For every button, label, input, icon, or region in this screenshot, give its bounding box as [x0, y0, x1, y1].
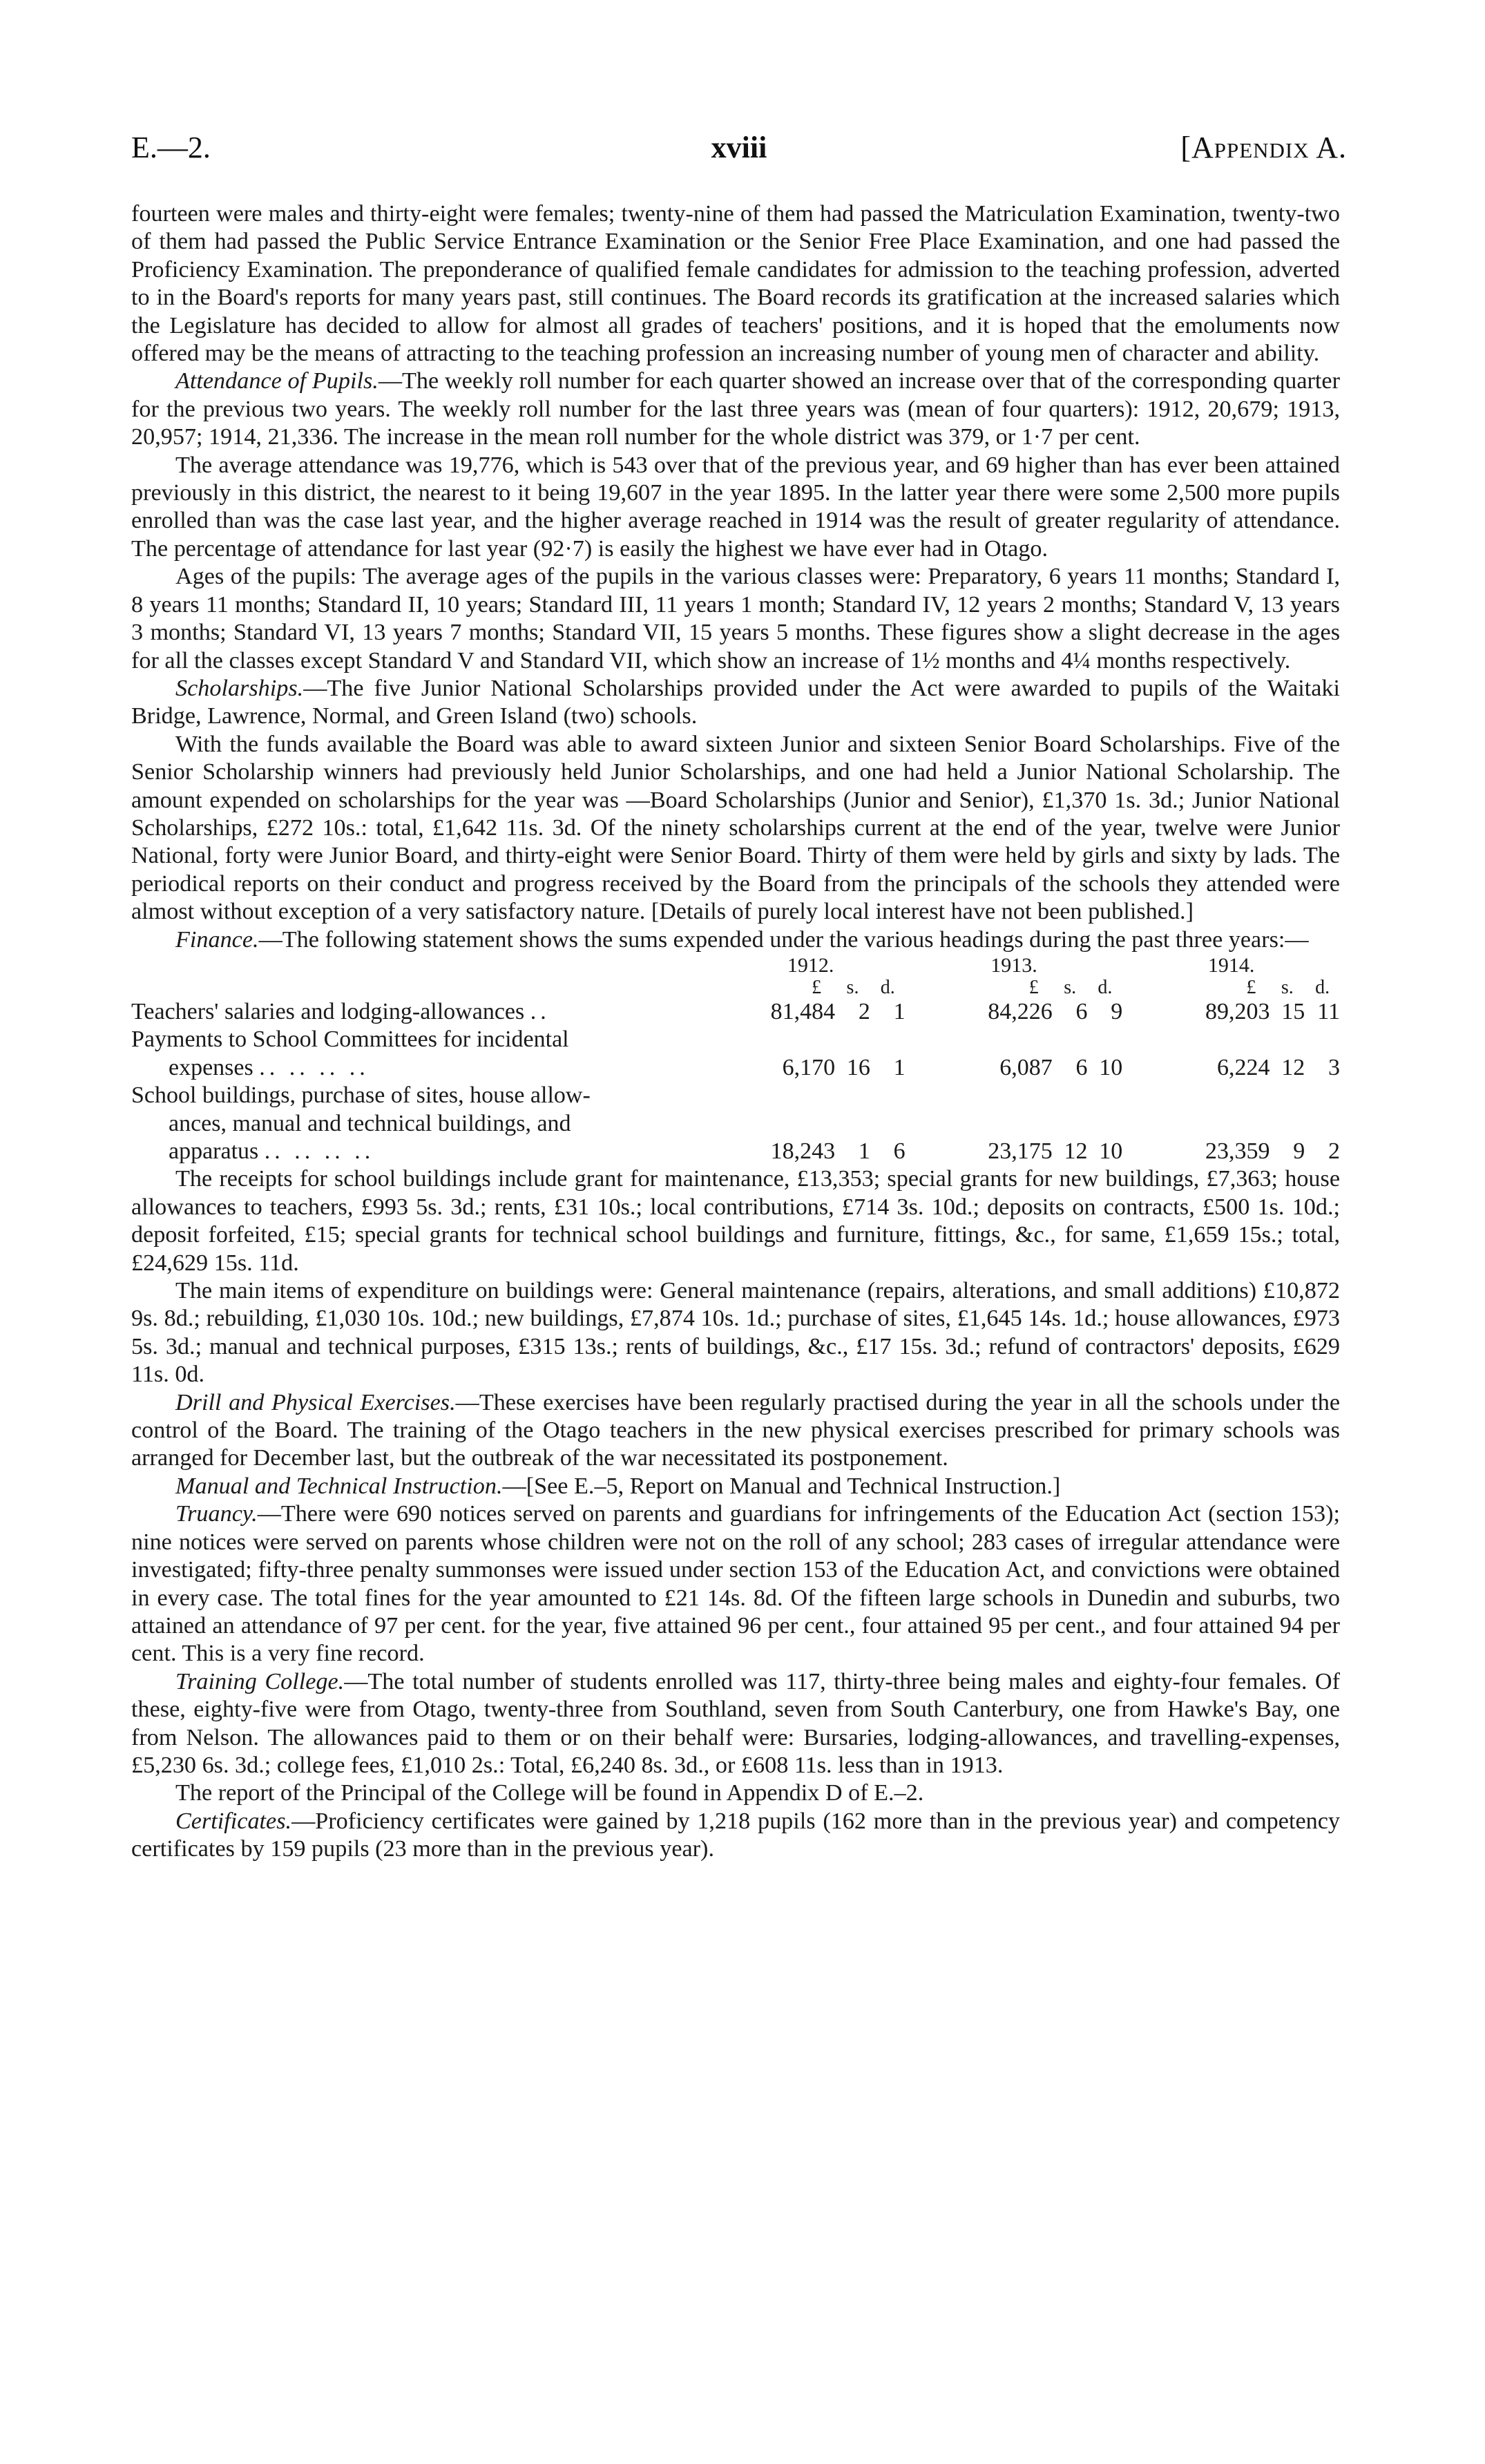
amount-shillings: 15: [1281, 998, 1305, 1024]
paragraph-finance: [131, 926, 1340, 954]
amount-pounds: 89,203: [1205, 998, 1270, 1024]
paragraph-principal-report: The report of the Principal of the College will be found in Appendix D of E.–2.: [175, 1780, 924, 1806]
unit-label: d.: [1315, 976, 1330, 998]
amount-pence: 10: [1099, 1054, 1123, 1080]
paragraph-teachers: fourteen were males and thirty-eight were females; twenty-nine of them had passed the Matriculation Examination, twenty-two of them had passed the Public Service Entrance Examination or the Senior Free Place Examination, and one had passed the Proficiency Examination. The preponderance of qualified female candidates for admission to the teaching profession, adverted to in the Board's reports for many years past, still continues. The Board records its gratification at the increased salaries which the Legislature has decided to allow for almost all grades of teachers' positions, and it is hoped that the emoluments now offered may be the means of attracting to the teaching profession an increasing number of young men of character and ability.: [131, 201, 1340, 367]
amount-pence: 11: [1317, 998, 1340, 1024]
section-heading: Attendance of Pupils.: [175, 368, 379, 394]
year-header: 1914.: [1207, 953, 1255, 977]
section-heading: Truancy.: [175, 1501, 258, 1527]
amount-shillings: 2: [858, 998, 870, 1024]
amount-shillings: 9: [1293, 1138, 1305, 1164]
paragraph-text: —There were 690 notices served on parents and guardians for infringements of the Education Act (section 153); nine notices were served on parents whose children were not on the roll of any school; 283 cases of irregular attendance were investigated; fifty-three penalty summonses were issued under section 153 of the Education Act, and convictions were obtained in every case. The total fines for the year amounted to £21 14s. 8d. Of the fifteen large schools in Dunedin and suburbs, two attained an attendance of 97 per cent. for the year, five attained 96 per cent., four attained 95 per cent., and four attained 94 per cent. This is a very fine record.: [131, 1501, 1340, 1667]
table-row: [131, 1082, 1340, 1109]
row-label: ances, manual and technical buildings, and: [169, 1110, 571, 1136]
paragraph-manual: [131, 1473, 1340, 1500]
paragraph-receipts: The receipts for school buildings include grant for maintenance, £13,353; special grants for new buildings, £7,363; house allowances to teachers, £993 5s. 3d.; rents, £31 10s.; local contributions, £714 3s. 10d.; deposits on contracts, £500 1s. 10d.; deposit forfeited, £15; special grants for technical school buildings and furniture, fittings, &c., for same, £1,659 15s.; total, £24,629 15s. 11d.: [131, 1166, 1340, 1276]
unit-label: d.: [1098, 976, 1113, 998]
amount-pounds: 23,359: [1205, 1138, 1270, 1164]
table-row: [131, 1026, 1340, 1053]
row-label: School buildings, purchase of sites, house allow-: [131, 1082, 591, 1109]
section-heading: Drill and Physical Exercises.: [175, 1389, 456, 1415]
amount-shillings: 6: [1075, 1054, 1088, 1080]
amount-shillings: 16: [846, 1054, 870, 1080]
table-row: [131, 998, 1340, 1026]
document-body: [131, 200, 1340, 1864]
amount-pounds: 6,224: [1216, 1054, 1270, 1080]
paragraph-training-college: [131, 1668, 1340, 1780]
paragraph-text: —The following statement shows the sums expended under the various headings during the past three years:—: [258, 926, 1309, 953]
paragraph-expenditure: The main items of expenditure on buildings were: General maintenance (repairs, alterations, and small additions) £10,872 9s. 8d.; rebuilding, £1,030 10s. 10d.; new buildings, £7,874 10s. 1d.; purchase of sites, £1,645 14s. 1d.; house allowances, £973 5s. 3d.; manual and technical purposes, £315 13s.; rents of buildings, &c., £17 15s. 3d.; refund of contractors' deposits, £629 11s. 0d.: [131, 1278, 1340, 1388]
finance-table: [131, 954, 1340, 1165]
amount-pence: 1: [893, 1054, 906, 1080]
paragraph-text: —[See E.–5, Report on Manual and Technical Instruction.]: [502, 1473, 1061, 1499]
amount-pounds: 81,484: [770, 998, 836, 1024]
amount-pounds: 6,170: [782, 1054, 836, 1080]
paragraph-text: —These exercises have been regularly practised during the year in all the schools under the control of the Board. The training of the Otago teachers in the new physical exercises prescribed for primary schools was arranged for December last, but the outbreak of the war necessitated its postponement.: [131, 1389, 1340, 1471]
page-header: [131, 130, 1347, 171]
section-heading: Scholarships.: [175, 675, 304, 701]
paragraph-truancy: [131, 1500, 1340, 1668]
amount-pounds: 84,226: [988, 998, 1053, 1024]
unit-label: £: [812, 976, 822, 998]
unit-label: s.: [1281, 976, 1294, 998]
year-header: 1912.: [787, 953, 834, 977]
row-label: apparatus .. .. .. ..: [169, 1138, 375, 1164]
paragraph-text: —The five Junior National Scholarships provided under the Act were awarded to pupils of the Waitaki Bridge, Lawrence, Normal, and Green Island (two) schools.: [131, 675, 1340, 729]
amount-shillings: 1: [858, 1138, 870, 1164]
section-heading: Manual and Technical Instruction.: [175, 1473, 503, 1499]
amount-pounds: 23,175: [988, 1138, 1053, 1164]
paragraph-certificates: [131, 1808, 1340, 1864]
amount-pence: 1: [893, 998, 906, 1024]
section-heading: Training College.: [175, 1668, 345, 1694]
unit-label: d.: [880, 976, 895, 998]
year-header: 1913.: [990, 953, 1037, 977]
document-code: E.—2.: [131, 131, 211, 164]
section-heading: Finance.: [175, 926, 259, 953]
amount-shillings: 12: [1064, 1138, 1088, 1164]
amount-pence: 10: [1099, 1138, 1123, 1164]
table-row: [131, 1054, 1340, 1082]
section-heading: Certificates.: [175, 1808, 292, 1834]
amount-pence: 9: [1111, 998, 1123, 1024]
amount-shillings: 6: [1075, 998, 1088, 1024]
unit-label: £: [1028, 976, 1039, 998]
paragraph-drill: [131, 1389, 1340, 1473]
amount-shillings: 12: [1281, 1054, 1305, 1080]
paragraph-board-scholarships: With the funds available the Board was able to award sixteen Junior and sixteen Senior Board Scholarships. Five of the Senior Scholarship winners had previously held Junior Scholarships, and one had held a Junior National Scholarship. The amount expended on scholarships for the year was —Board Scholarships (Junior and Senior), £1,370 1s. 3d.; Junior National Scholarships, £272 10s.: total, £1,642 11s. 3d. Of the ninety scholarships current at the end of the year, twelve were Junior National, forty were Junior Board, and thirty-eight were Senior Board. Thirty of them were held by girls and sixty by lads. The periodical reports on their conduct and progress received by the Board from the principals of the schools they attended were almost without exception of a very satisfactory nature. [Details of purely local interest have not been published.]: [131, 731, 1340, 925]
paragraph-text: —The weekly roll number for each quarter showed an increase over that of the corresponding quarter for the previous two years. The weekly roll number for the last three years was (mean of four quarters): 1912, 20,679; 1913, 20,957; 1914, 21,336. The increase in the mean roll number for the whole district was 379, or 1·7 per cent.: [131, 368, 1340, 450]
paragraph-attendance: [131, 367, 1340, 451]
paragraph-average-attendance: The average attendance was 19,776, which is 543 over that of the previous year, and 69 higher than has ever been attained previously in this district, the nearest to it being 19,607 in the year 1895. In the latter year there were some 2,500 more pupils enrolled than was the case last year, and the higher average reached in 1914 was the result of greater regularity of attendance. The percentage of attendance for last year (92·7) is easily the highest we have ever had in Otago.: [131, 452, 1340, 562]
unit-label: s.: [1064, 976, 1077, 998]
amount-pence: 6: [893, 1138, 906, 1164]
amount-pounds: 6,087: [999, 1054, 1053, 1080]
paragraph-text: —The total number of students enrolled was 117, thirty-three being males and eighty-four females. Of these, eighty-five were from Otago, twenty-three from Southland, seven from South Canterbury, one from Hawke's Bay, one from Nelson. The allowances paid to them or on their behalf were: Bursaries, lodging-allowances, and travelling-expenses, £5,230 6s. 3d.; college fees, £1,010 2s.: Total, £6,240 8s. 3d., or £608 11s. less than in 1913.: [131, 1668, 1340, 1778]
paragraph-ages: Ages of the pupils: The average ages of the pupils in the various classes were: Preparatory, 6 years 11 months; Standard I, 8 years 11 months; Standard II, 10 years; Standard III, 11 years 1 month; Standard IV, 12 years 2 months; Standard V, 13 years 3 months; Standard VI, 13 years 7 months; Standard VII, 15 years 5 months. These figures show a slight decrease in the ages for all the classes except Standard V and Standard VII, which show an increase of 1½ months and 4¼ months respectively.: [131, 564, 1340, 674]
row-label: Teachers' salaries and lodging-allowances ..: [131, 998, 550, 1024]
unit-label: £: [1246, 976, 1256, 998]
amount-pence: 2: [1328, 1138, 1340, 1164]
appendix-label: [Appendix A.: [1180, 131, 1347, 164]
amount-pence: 3: [1328, 1054, 1340, 1080]
row-label: expenses .. .. .. ..: [169, 1054, 370, 1080]
unit-label: s.: [846, 976, 859, 998]
amount-pounds: 18,243: [770, 1138, 836, 1164]
table-row: [131, 1138, 1340, 1165]
paragraph-text: —Proficiency certificates were gained by 1,218 pupils (162 more than in the previous year) and competency certificates by 159 pupils (23 more than in the previous year).: [131, 1808, 1340, 1862]
table-row: [131, 1110, 1340, 1138]
paragraph-scholarships: [131, 675, 1340, 731]
row-label: Payments to School Committees for incidental: [131, 1026, 569, 1053]
page-number: xviii: [711, 131, 767, 164]
